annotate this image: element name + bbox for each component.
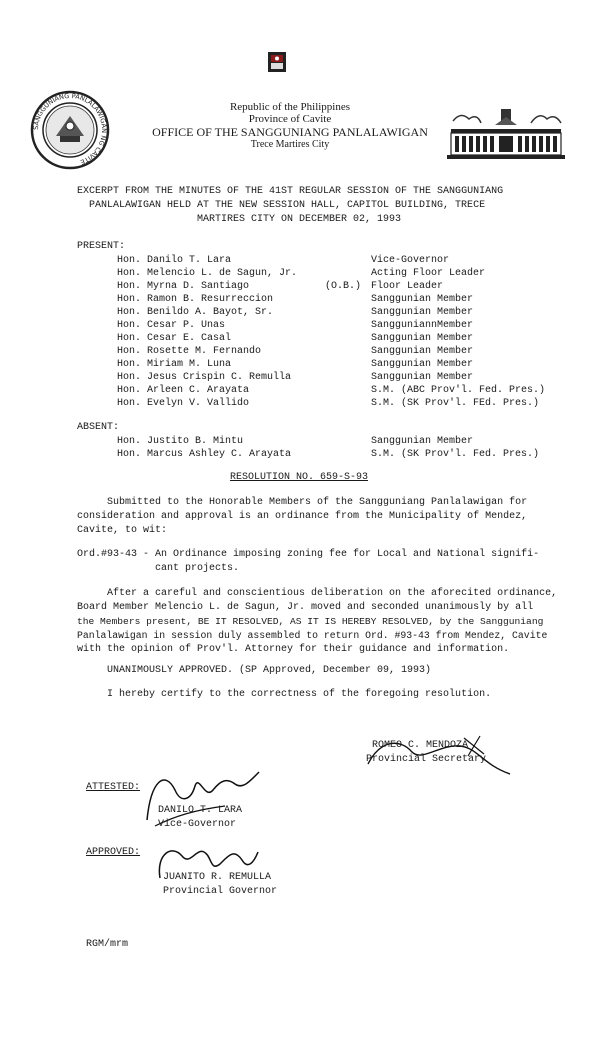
vice-governor-name: DANILO T. LARA	[158, 805, 243, 816]
letterhead-republic: Republic of the Philippines	[229, 101, 351, 113]
present-member-name: Hon. Danilo T. Lara	[117, 255, 232, 266]
seal-text: SANGGUNIANG PANLALAWIGAN NG CAVITE	[31, 91, 109, 167]
present-member-role: Sanggunian Member	[371, 359, 474, 370]
present-member-name: Hon. Benildo A. Bayot, Sr.	[117, 307, 274, 318]
para1-line-1: Submitted to the Honorable Members of the Sangguniang Panlalawigan for	[77, 497, 528, 508]
para2-line-4: Panlalawigan in session duly assembled to return Ord. #93-43 from Mendez, Cavite	[77, 630, 548, 641]
letterhead-province: Province of Cavite	[248, 113, 332, 125]
present-heading: PRESENT:	[77, 241, 126, 252]
excerpt-line-1: EXCERPT FROM THE MINUTES OF THE 41ST REGULAR SESSION OF THE SANGGUNIANG	[77, 186, 504, 197]
unanimously-approved-line: UNANIMOUSLY APPROVED. (SP Approved, December 09, 1993)	[77, 665, 432, 676]
governor-name: JUANITO R. REMULLA	[163, 872, 272, 883]
absent-member-name: Hon. Justito B. Mintu	[117, 436, 244, 447]
excerpt-line-3: MARTIRES CITY ON DECEMBER 02, 1993	[197, 214, 402, 225]
present-member-role: Sanggunian Member	[371, 346, 474, 357]
present-member-name: Hon. Rosette M. Fernando	[117, 346, 262, 357]
attested-label: ATTESTED:	[86, 782, 141, 793]
governor-title: Provincial Governor	[163, 886, 278, 897]
present-member-role: Vice-Governor	[371, 255, 450, 266]
present-member-name: Hon. Cesar E. Casal	[117, 333, 232, 344]
present-member-role: Acting Floor Leader	[371, 268, 486, 279]
present-member-name: Hon. Arleen C. Arayata	[117, 385, 250, 396]
present-member-name: Hon. Cesar P. Unas	[117, 320, 226, 331]
ordinance-line-1: Ord.#93-43 - An Ordinance imposing zoning fee for Local and National signifi-	[77, 549, 540, 560]
present-member-role: Sanggunian Member	[371, 333, 474, 344]
absent-member-name: Hon. Marcus Ashley C. Arayata	[117, 449, 292, 460]
para2-line-5: with the opinion of Prov'l. Attorney for their guidance and information.	[77, 644, 510, 655]
certification-line: I hereby certify to the correctness of the foregoing resolution.	[77, 689, 492, 700]
absent-member-role: Sanggunian Member	[371, 436, 474, 447]
header-emblem	[268, 52, 286, 72]
para1-line-2: consideration and approval is an ordinance from the Municipality of Mendez,	[77, 511, 528, 522]
present-member-name: Hon. Jesus Crispin C. Remulla	[117, 372, 292, 383]
capitol-building-logo	[447, 103, 565, 163]
present-member-name: Hon. Ramon B. Resurreccion	[117, 294, 274, 305]
present-member-role: Sanggunian Member	[371, 294, 474, 305]
present-member-role: Floor Leader	[371, 281, 444, 292]
provincial-seal-logo	[30, 90, 110, 170]
para2-line-2: Board Member Melencio L. de Sagun, Jr. moved and seconded unanimously by all	[77, 602, 534, 613]
present-member-role: S.M. (ABC Prov'l. Fed. Pres.)	[371, 385, 546, 396]
para1-line-3: Cavite, to wit:	[77, 525, 168, 536]
absent-member-role: S.M. (SK Prov'l. Fed. Pres.)	[371, 449, 540, 460]
present-member-role: Sanggunian Member	[371, 372, 474, 383]
para2-line-3: the Members present, BE IT RESOLVED, AS IT IS HEREBY RESOLVED, by the Sangguniang	[77, 616, 544, 627]
absent-heading: ABSENT:	[77, 422, 120, 433]
excerpt-line-2: PANLALAWIGAN HELD AT THE NEW SESSION HALL, CAPITOL BUILDING, TRECE	[89, 200, 486, 211]
letterhead-office: OFFICE OF THE SANGGUNIANG PANLALAWIGAN	[152, 125, 428, 139]
vice-governor-title: Vice-Governor	[158, 819, 237, 830]
resolution-title: RESOLUTION NO. 659-S-93	[230, 472, 369, 483]
letterhead-city: Trece Martires City	[250, 139, 330, 150]
present-member-role: SangguniannMember	[371, 320, 474, 331]
secretary-title: Provincial Secretary	[366, 754, 487, 765]
ordinance-line-2: cant projects.	[77, 563, 240, 574]
present-member-note: (O.B.)	[325, 281, 362, 292]
present-member-name: Hon. Melencio L. de Sagun, Jr.	[117, 268, 298, 279]
present-member-role: S.M. (SK Prov'l. FEd. Pres.)	[371, 398, 540, 409]
present-member-name: Hon. Myrna D. Santiago	[117, 281, 250, 292]
present-member-role: Sanggunian Member	[371, 307, 474, 318]
secretary-name: ROMEO C. MENDOZA	[372, 740, 469, 751]
approved-label: APPROVED:	[86, 847, 141, 858]
para2-line-1: After a careful and conscientious deliberation on the aforecited ordinance,	[77, 588, 558, 599]
present-member-name: Hon. Miriam M. Luna	[117, 359, 232, 370]
present-member-name: Hon. Evelyn V. Vallido	[117, 398, 250, 409]
typist-initials: RGM/mrm	[86, 939, 129, 950]
